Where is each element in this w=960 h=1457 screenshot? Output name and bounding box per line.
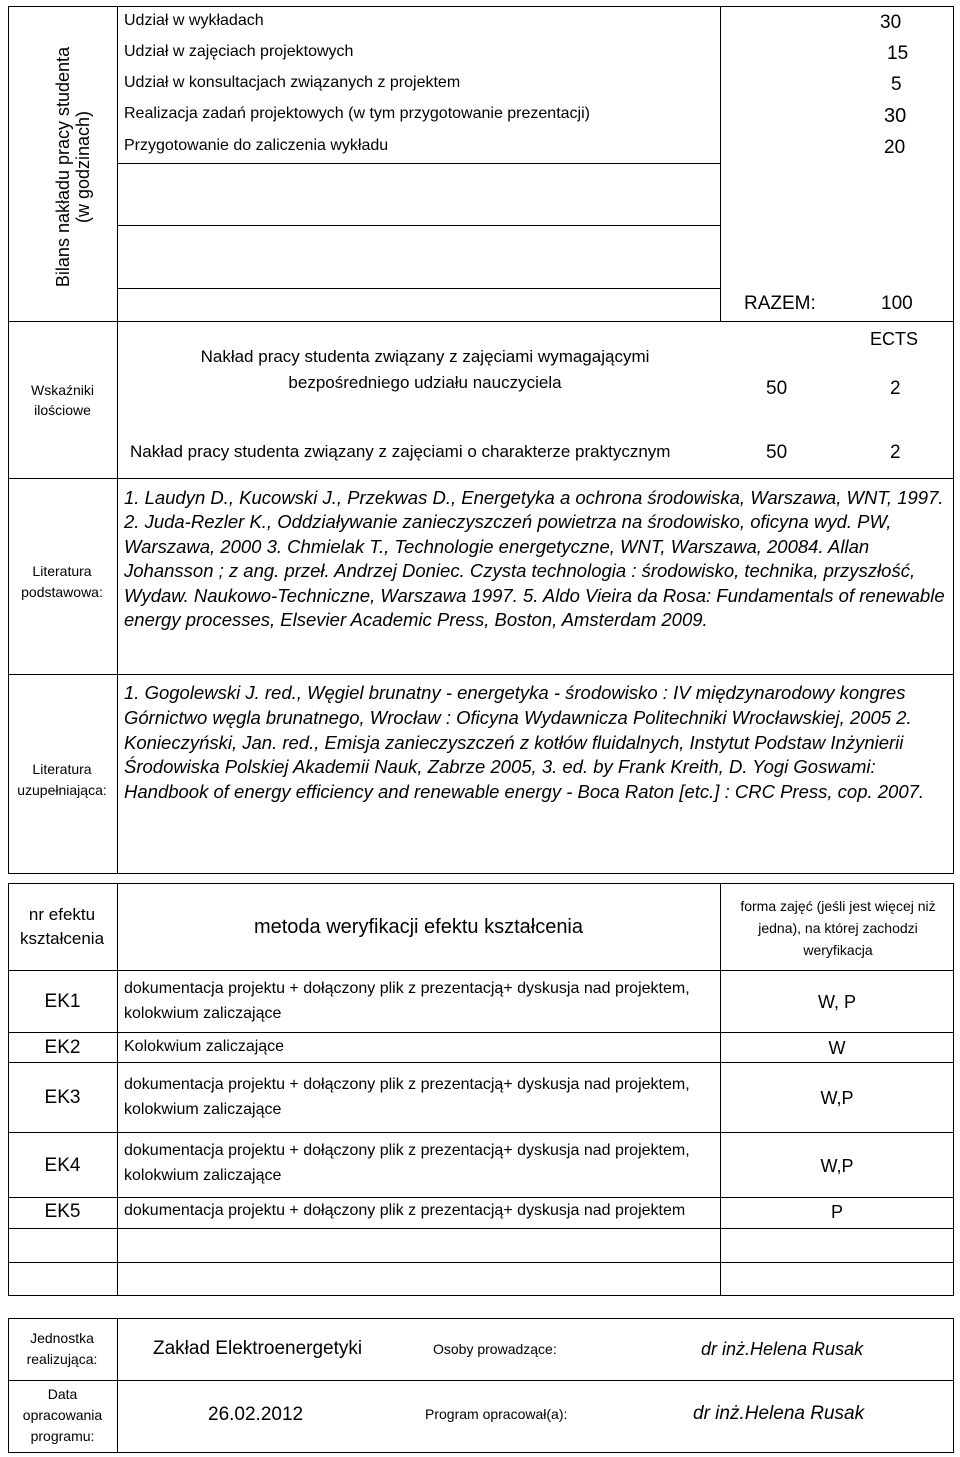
ek-method-line: dokumentacja projektu + dołączony plik z prezentacją+ dyskusja nad projektem,	[124, 980, 690, 997]
ek-forma: W,P	[820, 1087, 854, 1108]
bilans-row-line	[117, 225, 720, 226]
wskazniki-row2-hours: 50	[766, 442, 788, 463]
literatura-line: Handbook of energy efficiency and renewable energy - Boca Raton [etc.] : CRC Press, cop. 2007.	[124, 781, 925, 802]
ek-forma: W,P	[820, 1155, 854, 1176]
ek-method-line: kolokwium zaliczające	[124, 1167, 282, 1184]
ek-method-line: dokumentacja projektu + dołączony plik z prezentacją+ dyskusja nad projektem	[124, 1202, 686, 1219]
bilans-side-label: Bilans nakładu pracy studenta (w godzinach)	[53, 46, 93, 288]
opracowal-value: dr inż.Helena Rusak	[693, 1403, 865, 1424]
bilans-row-line	[117, 163, 720, 164]
ek-method-line: kolokwium zaliczające	[124, 1005, 282, 1022]
wskazniki-row1-hours: 50	[766, 378, 788, 399]
footer-col-divider	[117, 1318, 118, 1453]
bilans-row-value: 20	[884, 137, 906, 158]
ek-forma: P	[830, 1201, 843, 1222]
literatura-line: energy processes, Elsevier Academic Press, Boston, Amsterdam 2009.	[124, 609, 708, 630]
literatura-line: Konieczyński, Jan. red., Emisja zanieczyszczeń z kotłów fluidalnych, Instytut Podstaw Inżynierii	[124, 732, 904, 753]
jednostka-value: Zakład Elektroenergetyki	[153, 1338, 363, 1359]
weryfikacja-row-line	[8, 970, 954, 971]
opracowal-label: Program opracował(a):	[425, 1406, 568, 1422]
header-nr-efektu: nr efektu kształcenia	[19, 905, 105, 948]
osoby-value: dr inż.Helena Rusak	[701, 1339, 864, 1359]
wskazniki-side-label: Wskaźniki ilościowe	[30, 382, 94, 418]
literatura-line: 2. Juda-Rezler K., Oddziaływanie zanieczyszczeń powietrza na środowisko, oficyna wyd. PW,	[124, 511, 892, 532]
footer-row-line	[8, 1380, 954, 1381]
ects-label: ECTS	[870, 329, 919, 349]
ek-method-line: Kolokwium zaliczające	[124, 1038, 285, 1055]
bilans-row-label: Realizacja zadań projektowych (w tym przygotowanie prezentacji)	[124, 105, 590, 122]
literatura-line: Wydaw. Naukowo-Techniczne, Warszawa 1997. 5. Aldo Vieira da Rosa: Fundamentals of renewable	[124, 585, 945, 606]
razem-value: 100	[881, 293, 913, 314]
jednostka-label: Jednostka realizująca:	[26, 1330, 98, 1367]
data-opracowania-value: 26.02.2012	[208, 1404, 304, 1425]
bilans-row-label: Udział w zajęciach projektowych	[124, 43, 354, 60]
ek-number: EK4	[44, 1155, 81, 1176]
wskazniki-row1-ects: 2	[890, 378, 901, 399]
literatura-uzupelniajaca-side-label: Literatura uzupełniająca:	[17, 761, 107, 798]
literatura-line: 1. Laudyn D., Kucowski J., Przekwas D., Energetyka a ochrona środowiska, Warszawa, WNT, 1997.	[124, 487, 944, 508]
ek-forma: W	[828, 1037, 846, 1058]
bilans-row-label: Przygotowanie do zaliczenia wykładu	[124, 137, 389, 154]
weryfikacja-row-line	[8, 1132, 954, 1133]
literatura-line: Środowiska Polskiej Akademii Nauk, Zabrze 2005, 3. ed. by Frank Kreith, D. Yogi Goswami:	[124, 756, 876, 777]
wskazniki-row2-label: Nakład pracy studenta związany z zajęciami o charakterze praktycznym	[130, 442, 671, 461]
bilans-value-divider	[720, 6, 721, 321]
bilans-row-value: 15	[887, 43, 909, 64]
weryfikacja-col-divider	[117, 883, 118, 1296]
ek-method-line: dokumentacja projektu + dołączony plik z prezentacją+ dyskusja nad projektem,	[124, 1142, 690, 1159]
ek-number: EK1	[44, 991, 81, 1012]
side-column-divider	[117, 6, 118, 874]
literatura-line: Warszawa, 2000 3. Chmielak T., Technologie energetyczne, WNT, Warszawa, 20084. Allan	[124, 536, 870, 557]
bilans-row-value: 30	[880, 12, 902, 33]
literatura-line: 1. Gogolewski J. red., Węgiel brunatny - energetyka - środowisko : IV międzynarodowy kongres	[124, 682, 906, 703]
literatura-line: Górnictwo węgla brunatnego, Wrocław : Oficyna Wydawnicza Politechniki Wrocławskiej, 2005 2.	[124, 707, 912, 728]
literatura-podstawowa-side-label: Literatura podstawowa:	[21, 563, 103, 600]
literatura-line: Johansson ; z ang. przeł. Andrzej Doniec. Czysta technologia : środowisko, technika, przyszłość,	[124, 560, 916, 581]
bilans-row-line	[117, 288, 720, 289]
wskazniki-row2-ects: 2	[890, 442, 901, 463]
ek-number: EK5	[44, 1201, 81, 1222]
weryfikacja-row-line	[8, 1262, 954, 1263]
literatura-podstawowa-bottom	[8, 674, 954, 675]
bilans-row-value: 30	[884, 105, 907, 127]
ek-method-line: kolokwium zaliczające	[124, 1101, 282, 1118]
wskazniki-row1-line1: Nakład pracy studenta związany z zajęciami wymagającymi	[200, 347, 650, 366]
ek-forma: W, P	[817, 991, 856, 1012]
ek-method-line: dokumentacja projektu + dołączony plik z prezentacją+ dyskusja nad projektem,	[124, 1076, 690, 1093]
header-metoda: metoda weryfikacji efektu kształcenia	[253, 915, 584, 938]
weryfikacja-row-line	[8, 1228, 954, 1229]
bilans-row-value: 5	[891, 74, 902, 95]
bilans-row-label: Udział w konsultacjach związanych z projektem	[124, 74, 461, 91]
bilans-row-label: Udział w wykładach	[124, 12, 264, 29]
data-opracowania-label: Data opracowania programu:	[22, 1385, 103, 1444]
weryfikacja-row-line	[8, 1032, 954, 1033]
bilans-block-bottom	[8, 321, 954, 322]
razem-label: RAZEM:	[744, 293, 816, 314]
weryfikacja-row-line	[8, 1062, 954, 1063]
ek-number: EK2	[44, 1037, 81, 1058]
osoby-label: Osoby prowadzące:	[433, 1341, 557, 1357]
wskazniki-block-bottom	[8, 478, 954, 479]
ek-number: EK3	[44, 1087, 81, 1108]
header-forma: forma zajęć (jeśli jest więcej niż jedna), na której zachodzi weryfikacja	[740, 898, 936, 958]
wskazniki-row1-line2: bezpośredniego udziału nauczyciela	[288, 373, 562, 392]
